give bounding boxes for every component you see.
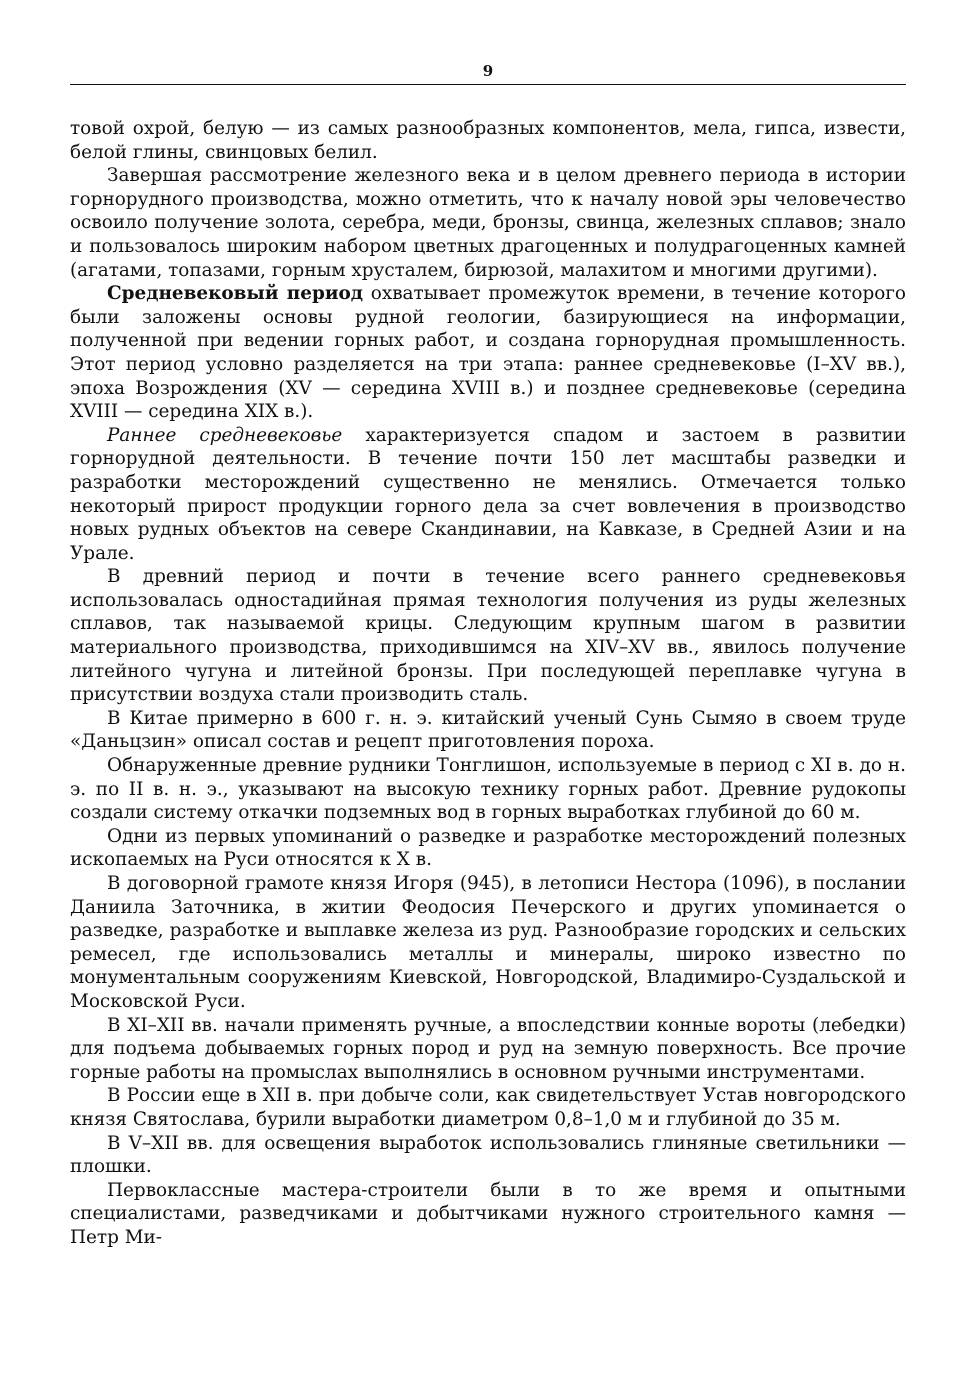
text-body [70, 117, 906, 1250]
paragraph: В Китае примерно в 600 г. н. э. китайский ученый Сунь Сымяо в своем труде «Даньцзин» описал состав и рецепт приготовления пороха. [70, 707, 906, 753]
page-number: 9 [482, 62, 494, 80]
paragraph: В древний период и почти в течение всего раннего средневековья использовалась одностадийная прямая технология получения из руды железных сплавов, так называемой крицы. Следующим крупным шагом в развитии материального производства, приходившимся на XIV–XV вв., явилось получение литейного чугуна и литейной бронзы. При последующей переплавке чугуна в присутствии воздуха стали производить сталь. [70, 566, 906, 706]
paragraph: Раннее средневековье характеризуется спадом и застоем в развитии горнорудной деятельности. В течение почти 150 лет масштабы разведки и разработки месторождений существенно не менялись. Отмечается только некоторый прирост продукции горного дела за счет вовлечения в производство новых рудных объектов на севере Скандинавии, на Кавказе, в Средней Азии и на Урале. [70, 424, 907, 564]
page-header [70, 62, 906, 85]
paragraph: Обнаруженные древние рудники Тонглишон, используемые в период с XI в. до н. э. по II в. н. э., указывают на высокую технику горных работ. Древние рудокопы создали систему откачки подземных вод в горных выработках глубиной до 60 м. [70, 755, 906, 824]
paragraph: В V–XII вв. для освещения выработок использовались глиняные светильники — плошки. [70, 1132, 906, 1178]
paragraph: Первоклассные мастера-строители были в то же время и опытными специалистами, разведчиками и добытчиками нужного строительного камня — Петр Ми- [70, 1179, 906, 1248]
term-bold: Средневековый период [107, 283, 363, 305]
paragraph: Средневековый период охватывает промежуток времени, в течение которого были заложены основы рудной геологии, базирующиеся на информации, полученной при ведении горных работ, и создана горнорудная промышленность. Этот период условно разделяется на три этапа: раннее средневековье (I–XV вв.), эпоха Возрождения (XV — середина XVIII в.) и позднее средневековье (середина XVIII — середина XIX в.). [70, 283, 906, 423]
paragraph: Завершая рассмотрение железного века и в целом древнего периода в истории горнорудного производства, можно отметить, что к началу новой эры человечество освоило получение золота, серебра, меди, бронзы, свинца, железных сплавов; знало и пользовалось широким набором цветных драгоценных и полудрагоценных камней (агатами, топазами, горным хрусталем, бирюзой, малахитом и многими другими). [70, 165, 906, 281]
paragraph: Одни из первых упоминаний о разведке и разработке месторождений полезных ископаемых на Руси относятся к X в. [70, 825, 906, 871]
term-italic: Раннее средневековье [107, 424, 343, 446]
paragraph: В XI–XII вв. начали применять ручные, а впоследствии конные вороты (лебедки) для подъема добываемых горных пород и руд на земную поверхность. Все прочие горные работы на промыслах выполнялись в основном ручными инструментами. [70, 1014, 906, 1083]
paragraph: товой охрой, белую — из самых разнообразных компонентов, мела, гипса, извести, белой глины, свинцовых белил. [70, 118, 906, 163]
paragraph: В договорной грамоте князя Игоря (945), в летописи Нестора (1096), в послании Даниила Заточника, в житии Феодосия Печерского и других упоминается о разведке, разработке и выплавке железа из руд. Разнообразие городских и сельских ремесел, где использовались металлы и минералы, широко известно по монументальным сооружениям Киевской, Новгородской, Владимиро-Суздальской и Московской Руси. [70, 873, 906, 1012]
paragraph: В России еще в XII в. при добыче соли, как свидетельствует Устав новгородского князя Святослава, бурили выработки диаметром 0,8–1,0 м и глубиной до 35 м. [70, 1085, 906, 1130]
